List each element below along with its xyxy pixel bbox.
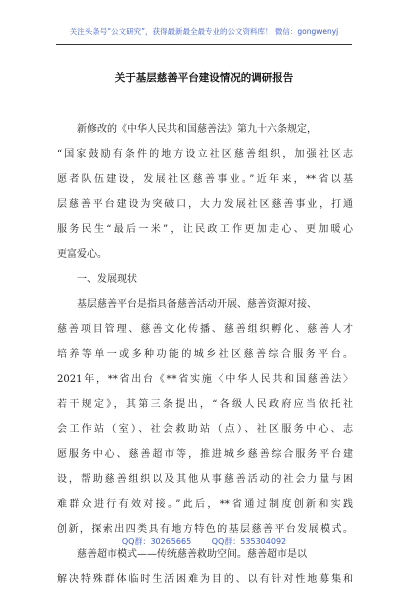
body-line: 解决特殊群体临时生活困难为目的、以有针对性地募集和 bbox=[57, 574, 353, 585]
body-line: 创新，探索出四类具有地方特色的基层慈善平台发展模式。 bbox=[57, 524, 353, 535]
body-line: 服务民生“最后一米”，让民政工作更加走心、更加暖心 bbox=[57, 224, 353, 235]
body-line: 难群众进行有效对接。”此后，**省通过制度创新和实践 bbox=[57, 499, 353, 510]
body-line: 慈善项目管理、慈善文化传播、慈善组织孵化、慈善人才 bbox=[57, 324, 353, 335]
footer-qq-group-2: QQ群：535304092 bbox=[211, 537, 287, 546]
body-line: 基层慈善平台是指具备慈善活动开展、慈善资源对接、 bbox=[77, 299, 317, 310]
body-line: 设，帮助慈善组织以及其他从事慈善活动的社会力量与困 bbox=[57, 474, 353, 485]
header-notice: 关注头条号“公文研究”，获得最新最全最专业的公文资料库！ 微信：gongwenyj bbox=[69, 27, 339, 36]
footer-contact bbox=[0, 536, 408, 547]
footer-qq-group-1: QQ群：30265665 bbox=[121, 537, 192, 546]
body-line: 若干规定》，其第三条提出，“各级人民政府应当依托社 bbox=[57, 399, 353, 410]
body-line: “国家鼓励有条件的地方设立社区慈善组织，加强社区志 bbox=[57, 149, 353, 160]
body-line: 愿服务中心、慈善超市等，推进城乡慈善综合服务平台建 bbox=[57, 449, 353, 460]
document-title: 关于基层慈善平台建设情况的调研报告 bbox=[114, 72, 294, 84]
body-line: 层慈善平台建设为突破口，大力发展社区慈善事业，打通 bbox=[57, 199, 353, 210]
body-line: 会工作站（室）、社会救助站（点）、社区服务中心、志 bbox=[57, 424, 353, 435]
body-line: 新修改的《中华人民共和国慈善法》第九十六条规定， bbox=[77, 124, 317, 135]
document-body bbox=[57, 117, 353, 592]
body-line: 培养等单一或多种功能的城乡社区慈善综合服务平台。 bbox=[57, 349, 353, 360]
body-line: 更富爱心。 bbox=[57, 249, 107, 260]
body-line: 慈善超市模式——传统慈善救助空间。慈善超市是以 bbox=[77, 549, 307, 560]
section-heading: 一、发展现状 bbox=[77, 274, 137, 285]
body-line: 愿者队伍建设，发展社区慈善事业。”近年来，**省以基 bbox=[57, 174, 353, 185]
header-divider bbox=[56, 44, 352, 45]
body-line: 2021年，**省出台《**省实施〈中华人民共和国慈善法〉 bbox=[57, 374, 353, 385]
